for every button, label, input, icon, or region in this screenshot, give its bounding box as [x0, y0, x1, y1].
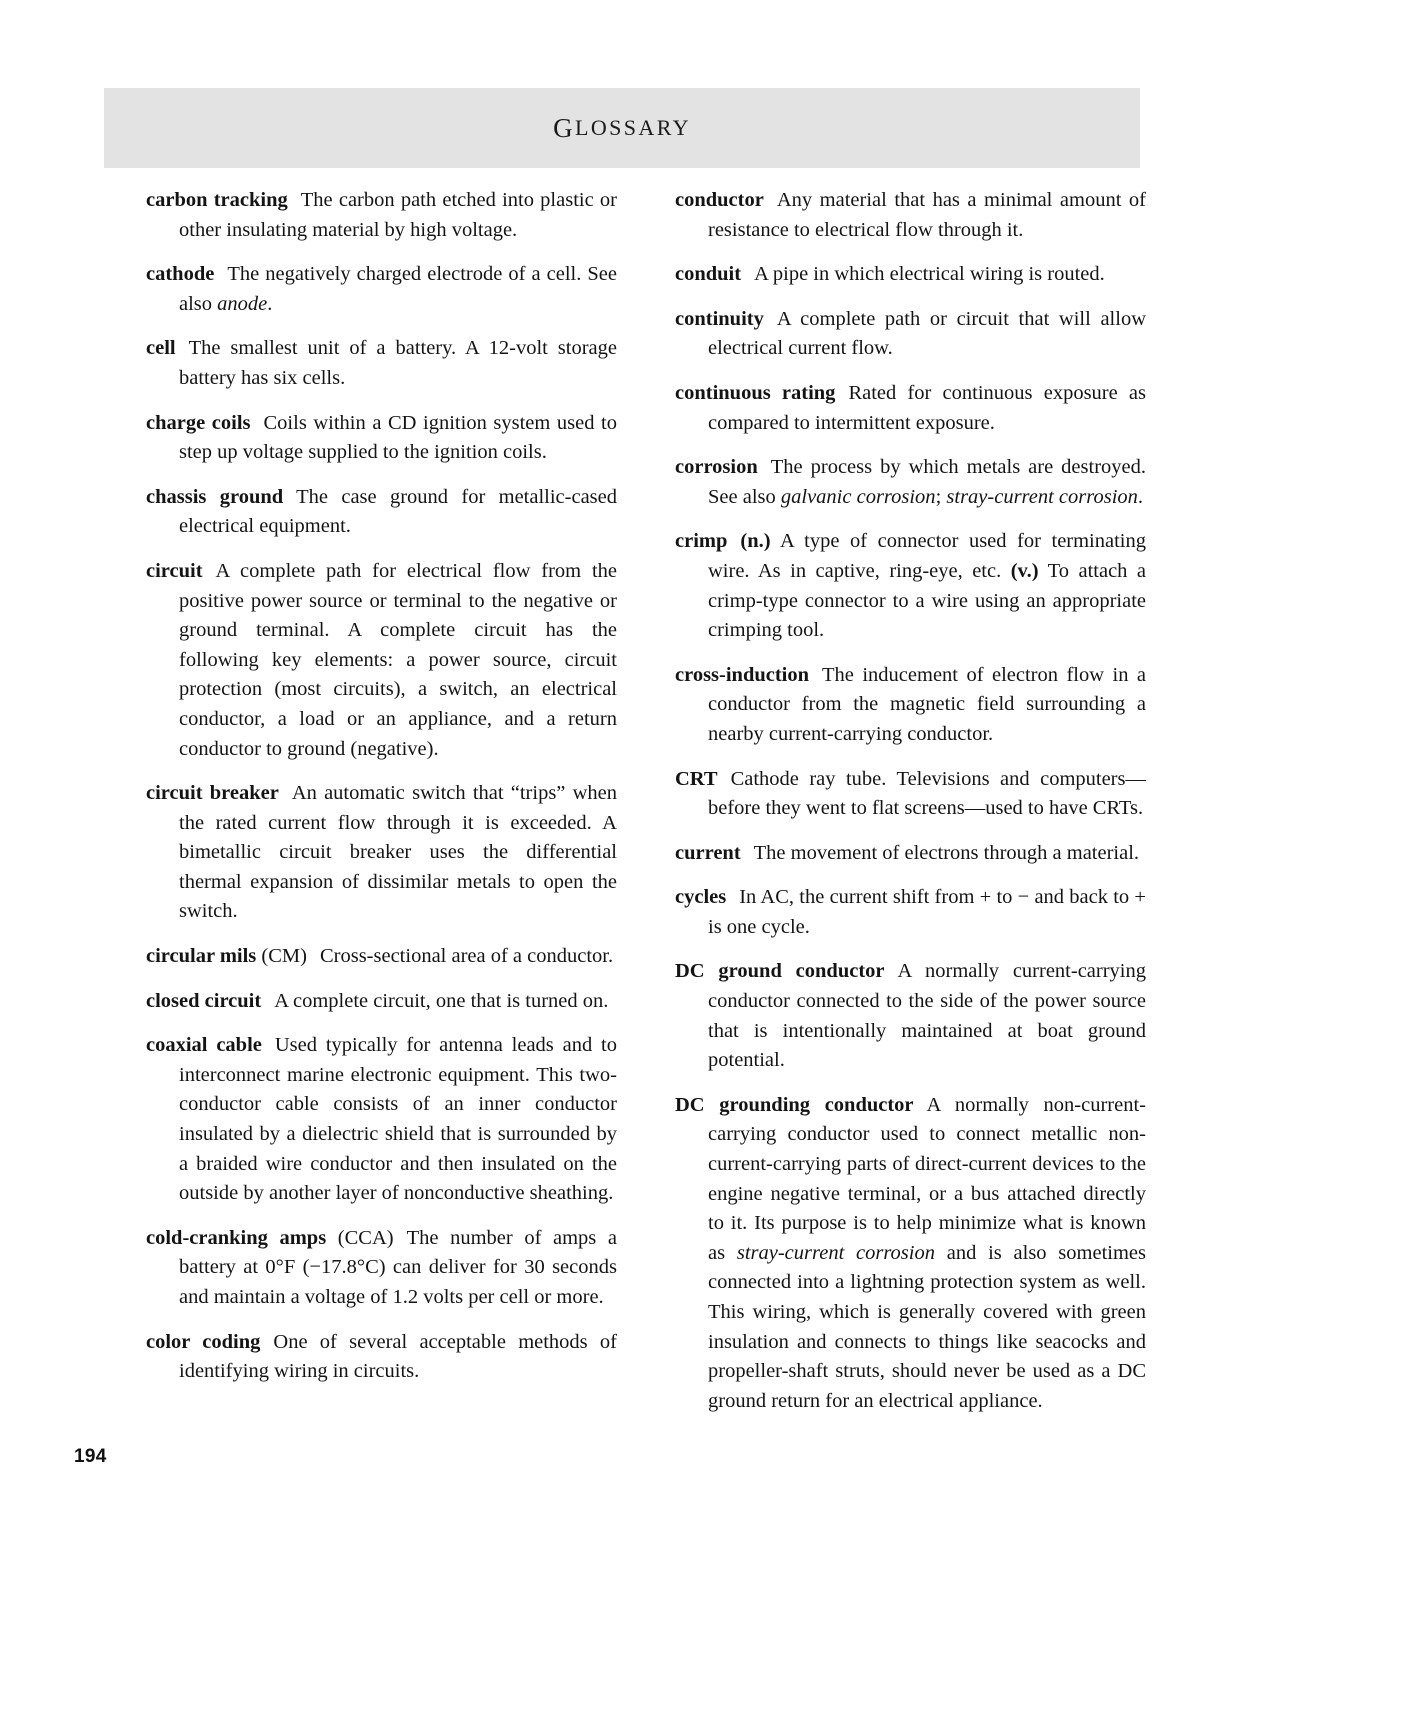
glossary-cross-reference: stray-current corrosion: [736, 1241, 935, 1264]
right-column: [675, 186, 1146, 1416]
glossary-entry: [146, 1224, 617, 1313]
glossary-term: continuity: [675, 307, 764, 330]
glossary-definition: In AC, the current shift from + to − and back to + is one cycle.: [708, 886, 1146, 938]
glossary-term-abbreviation: (CCA): [326, 1226, 394, 1249]
glossary-term: current: [675, 841, 741, 864]
glossary-entry: [675, 661, 1146, 750]
glossary-term: cross-induction: [675, 663, 810, 686]
running-header-band: [104, 88, 1140, 168]
glossary-entry: [675, 1091, 1146, 1417]
glossary-definition: A complete circuit, one that is turned on.: [274, 989, 609, 1012]
page-number: 194: [74, 1446, 107, 1467]
glossary-part-of-speech-verb: (v.): [1010, 559, 1039, 582]
glossary-entry: [146, 334, 617, 393]
glossary-entry: [675, 765, 1146, 824]
glossary-term: cell: [146, 337, 176, 360]
glossary-entry: [146, 1031, 617, 1209]
glossary-term: closed circuit: [146, 989, 262, 1012]
glossary-entry: [675, 305, 1146, 364]
glossary-definition: One of several acceptable methods of identifying wiring in circuits.: [179, 1330, 617, 1383]
glossary-definition: A normally current-carrying conductor connected to the side of the power source that is intentionally maintained at boat ground potential.: [708, 960, 1147, 1072]
glossary-term-abbreviation: (CM): [256, 945, 307, 968]
glossary-entry: [675, 186, 1146, 245]
glossary-entry: [146, 987, 617, 1017]
glossary-definition: The case ground for metallic-cased electrical equipment.: [179, 485, 617, 538]
glossary-entry: [146, 483, 617, 542]
glossary-term: cold-cranking amps: [146, 1226, 327, 1249]
glossary-cross-reference: anode: [217, 292, 268, 315]
glossary-part-of-speech-noun: (n.): [740, 530, 771, 553]
glossary-definition: The negatively charged electrode of a cell. See also: [179, 263, 617, 315]
glossary-term: DC grounding conductor: [675, 1093, 914, 1116]
glossary-definition-tail: and is also sometimes connected into a lightning protection system as well. This wiring, which is generally covered with green insulation and connects to things like seacocks and propeller-shaft struts, should never be used as a DC ground return for an electrical appliance.: [708, 1241, 1146, 1412]
glossary-definition: A complete path or circuit that will allow electrical current flow.: [708, 307, 1146, 360]
glossary-entry: [146, 1328, 617, 1387]
glossary-entry: [146, 409, 617, 468]
glossary-definition: The process by which metals are destroyed. See also: [708, 456, 1146, 508]
glossary-entry: [675, 379, 1146, 438]
page-title-rest: LOSSARY: [575, 115, 691, 140]
glossary-entry: [146, 942, 617, 972]
glossary-term: crimp: [675, 530, 728, 553]
glossary-definition: The movement of electrons through a material.: [753, 841, 1140, 864]
glossary-term: conductor: [675, 189, 764, 211]
glossary-entry: [146, 260, 617, 319]
glossary-definition-sep: ;: [935, 485, 947, 508]
glossary-definition-tail: .: [267, 292, 273, 315]
glossary-definition: Coils within a CD ignition system used to step up voltage supplied to the ignition coils.: [179, 411, 618, 464]
glossary-term: chassis ground: [146, 485, 284, 508]
glossary-term: corrosion: [675, 456, 758, 479]
glossary-definition: An automatic switch that “trips” when the rated current flow through it is exceeded. A bimetallic circuit breaker uses the differential thermal expansion of dissimilar metals to open the switch.: [179, 782, 617, 923]
glossary-definition: Used typically for antenna leads and to interconnect marine electronic equipment. This two-conductor cable consists of an inner conductor insulated by a dielectric shield that is surrounded by a braided wire conductor and then insulated on the outside by another layer of nonconductive sheathing.: [179, 1034, 617, 1205]
glossary-definition: A complete path for electrical flow from the positive power source or terminal to the negative or ground terminal. A complete circuit has the following key elements: a power source, circuit protection (most circuits), a switch, an electrical conductor, a load or an appliance, and a return conductor to ground (negative).: [179, 559, 617, 760]
glossary-entry: [146, 186, 617, 245]
glossary-cross-reference: galvanic corrosion: [780, 485, 936, 508]
glossary-definition: Any material that has a minimal amount of resistance to electrical flow through it.: [708, 189, 1146, 241]
glossary-definition-tail: To attach a crimp-type connector to a wire using an appropriate crimping tool.: [708, 559, 1146, 642]
glossary-entry: [675, 883, 1146, 942]
page-title: [104, 88, 1140, 168]
glossary-term: DC ground conductor: [675, 960, 885, 983]
glossary-definition: Rated for continuous exposure as compared to intermittent exposure.: [708, 381, 1146, 434]
glossary-definition: A normally non-current-carrying conductor used to connect metallic non-current-carrying parts of direct-current devices to the engine negative terminal, or a bus attached directly to it. Its purpose is to help minimize what is known as: [708, 1093, 1147, 1264]
glossary-entry: [675, 260, 1146, 290]
glossary-definition: A pipe in which electrical wiring is routed.: [754, 263, 1105, 286]
glossary-term: circuit breaker: [146, 782, 279, 805]
glossary-term: carbon tracking: [146, 189, 288, 211]
page-title-initial: G: [553, 112, 576, 143]
glossary-term: conduit: [675, 263, 742, 286]
glossary-definition: Cross-sectional area of a conductor.: [319, 945, 614, 968]
glossary-term: charge coils: [146, 411, 251, 434]
glossary-term: CRT: [675, 767, 718, 790]
glossary-definition-tail: .: [1137, 485, 1144, 508]
glossary-definition: Cathode ray tube. Televisions and computers—before they went to flat screens—used to have CRTs.: [708, 767, 1146, 820]
left-column: [146, 186, 617, 1416]
glossary-entry: [675, 453, 1146, 512]
glossary-definition: A type of connector used for terminating wire. As in captive, ring-eye, etc.: [708, 530, 1146, 582]
glossary-term: continuous rating: [675, 381, 836, 404]
glossary-definition: The inducement of electron flow in a conductor from the magnetic field surrounding a nearby current-carrying conductor.: [708, 663, 1146, 745]
glossary-term: coaxial cable: [146, 1034, 262, 1057]
glossary-definition: The carbon path etched into plastic or other insulating material by high voltage.: [179, 189, 617, 241]
glossary-cross-reference: stray-current corrosion: [946, 485, 1138, 508]
glossary-entry: [146, 779, 617, 927]
glossary-entry: [675, 957, 1146, 1075]
glossary-term: circular mils: [146, 945, 257, 968]
glossary-term: cycles: [675, 886, 727, 909]
glossary-term: color coding: [146, 1330, 261, 1353]
glossary-entry: [675, 839, 1146, 869]
glossary-columns: [146, 186, 1146, 1416]
glossary-term: circuit: [146, 559, 203, 582]
glossary-entry: [675, 527, 1146, 645]
glossary-term: cathode: [146, 263, 215, 286]
glossary-definition: The number of amps a battery at 0°F (−17.8°C) can deliver for 30 seconds and maintain a voltage of 1.2 volts per cell or more.: [179, 1226, 617, 1308]
glossary-definition: The smallest unit of a battery. A 12-volt storage battery has six cells.: [179, 337, 617, 389]
glossary-entry: [146, 557, 617, 764]
